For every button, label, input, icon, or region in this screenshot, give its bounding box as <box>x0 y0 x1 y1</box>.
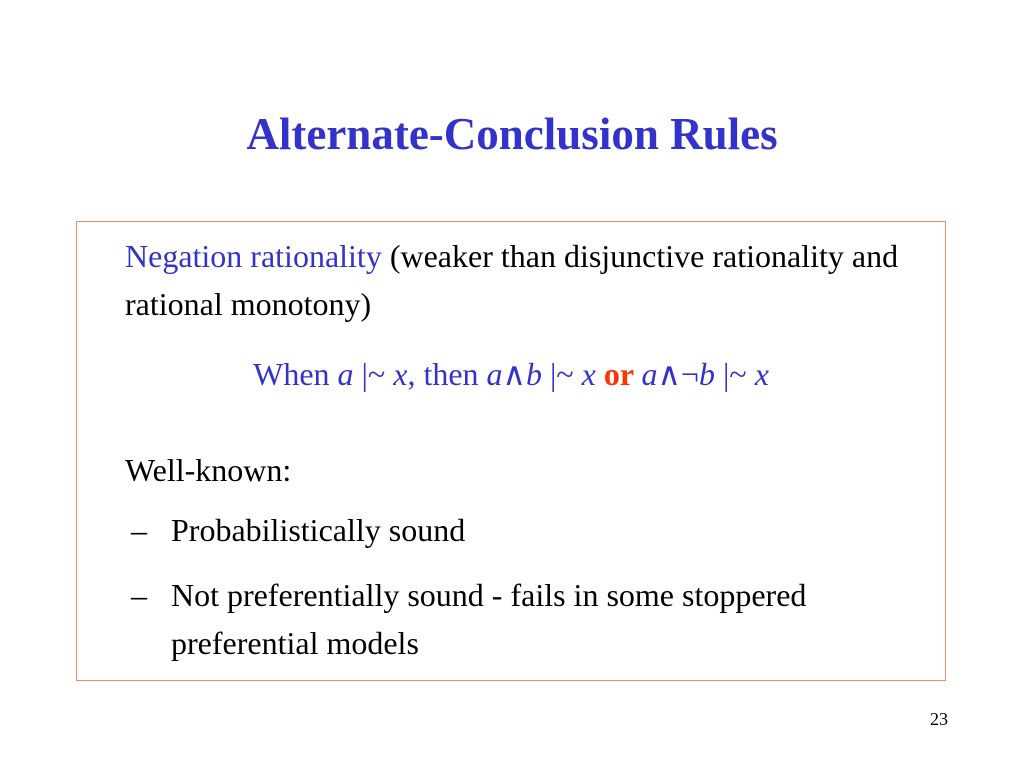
formula-x2: x <box>581 356 596 392</box>
formula-then: , then <box>407 356 487 392</box>
formula-a1: a <box>337 356 354 392</box>
formula-turnstile-3: |~ <box>714 356 755 392</box>
slide-title: Alternate-Conclusion Rules <box>246 109 778 159</box>
formula-a3: a <box>641 356 658 392</box>
formula-or: or <box>595 356 642 392</box>
negation-rationality-term: Negation rationality <box>125 238 382 274</box>
bullet-text: Probabilistically sound <box>171 512 466 548</box>
bullet-dash: – <box>131 577 147 613</box>
formula-b2: b <box>698 356 715 392</box>
well-known-heading: Well-known: <box>125 452 292 488</box>
content-box <box>76 221 946 681</box>
bullet-text: Not preferentially sound - fails in some stoppered preferential models <box>171 577 807 661</box>
negation-rationality-paragraph <box>125 232 905 328</box>
bullet-dash: – <box>131 512 147 548</box>
formula-b1: b <box>525 356 542 392</box>
formula-turnstile-2: |~ <box>541 356 582 392</box>
formula-a2: a <box>486 356 503 392</box>
bullet-item <box>131 571 891 667</box>
negation-rationality-description: (weaker than disjunctive rationality and rational monotony) <box>125 238 899 322</box>
bullet-item <box>131 506 891 554</box>
page-number: 23 <box>930 709 948 729</box>
formula-x3: x <box>754 356 769 392</box>
formula-and-not: ∧¬ <box>657 356 699 392</box>
formula-turnstile-1: |~ <box>353 356 394 392</box>
formula-and-1: ∧ <box>502 356 526 392</box>
formula-when: When <box>253 356 338 392</box>
formula-x1: x <box>393 356 408 392</box>
negation-rationality-formula <box>77 350 945 398</box>
